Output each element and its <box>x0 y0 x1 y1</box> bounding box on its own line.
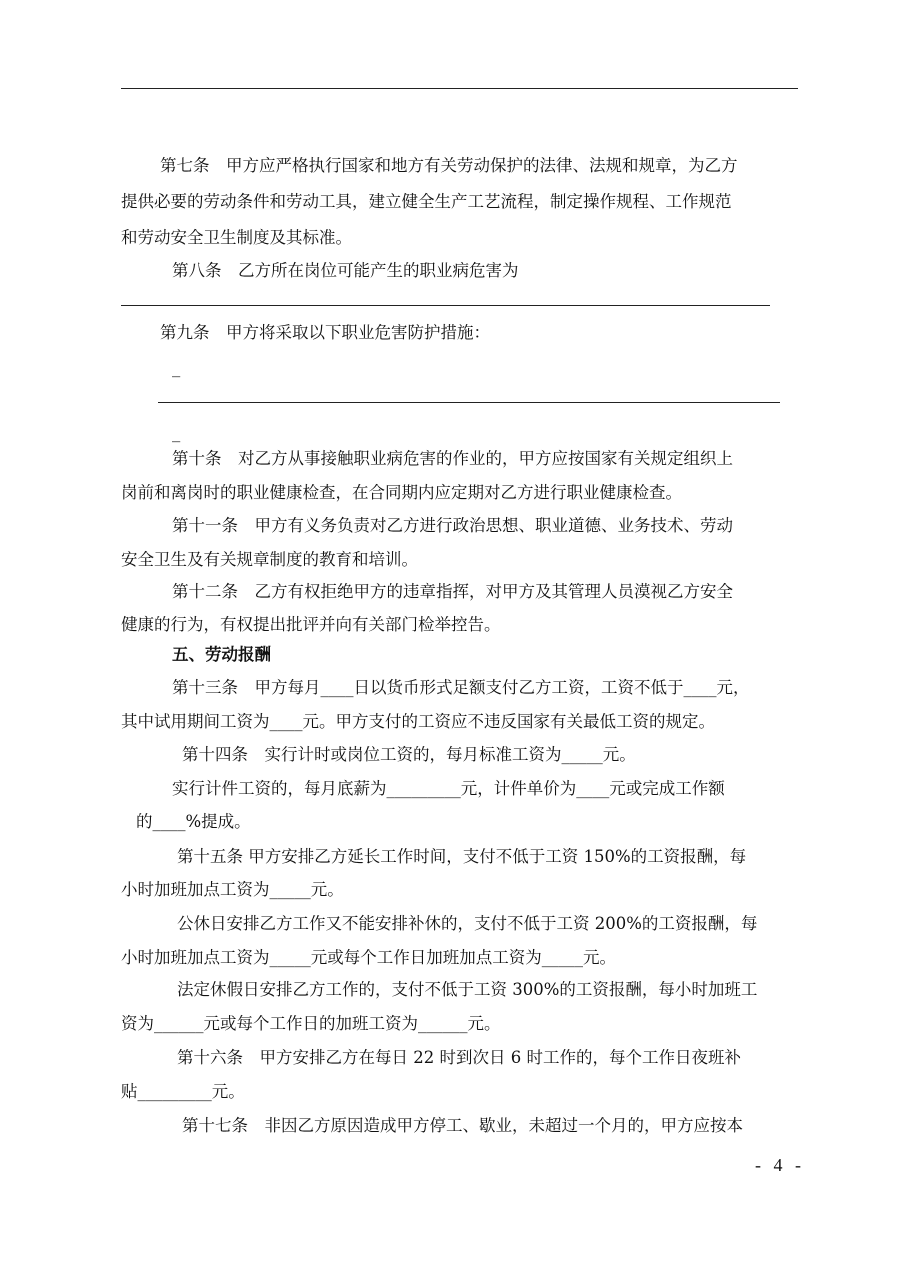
text-line: 健康的行为，有权提出批评并向有关部门检举控告。 <box>121 615 501 634</box>
text-line: 法定休假日安排乙方工作的，支付不低于工资 300%的工资报酬，每小时加班工 <box>177 980 758 999</box>
text-line: 第十一条 甲方有义务负责对乙方进行政治思想、职业道德、业务技术、劳动 <box>172 516 733 535</box>
text-line: 贴_________元。 <box>121 1082 245 1101</box>
text-line: 第七条 甲方应严格执行国家和地方有关劳动保护的法律、法规和规章，为乙方 <box>160 156 738 175</box>
text-line: 其中试用期间工资为____元。甲方支付的工资应不违反国家有关最低工资的规定。 <box>121 712 715 731</box>
page-number: - 4 - <box>755 1155 805 1175</box>
text-line: _ <box>172 358 181 377</box>
text-line: 第十四条 实行计时或岗位工资的，每月标准工资为_____元。 <box>182 745 636 764</box>
text-line: 第十六条 甲方安排乙方在每日 22 时到次日 6 时工作的，每个工作日夜班补 <box>177 1048 741 1067</box>
text-line: 提供必要的劳动条件和劳动工具，建立健全生产工艺流程，制定操作规程、工作规范 <box>121 192 732 211</box>
text-line: 和劳动安全卫生制度及其标准。 <box>121 228 352 247</box>
text-line: 第十条 对乙方从事接触职业病危害的作业的，甲方应按国家有关规定组织上 <box>172 449 733 468</box>
section-heading: 五、劳动报酬 <box>172 645 271 664</box>
text-line: 资为______元或每个工作日的加班工资为______元。 <box>121 1014 501 1033</box>
article8-fill-line <box>121 305 770 306</box>
article9-fill-line <box>158 402 780 403</box>
text-line: 第十七条 非因乙方原因造成甲方停工、歇业，未超过一个月的，甲方应按本 <box>182 1116 743 1135</box>
text-line: 小时加班加点工资为_____元或每个工作日加班加点工资为_____元。 <box>121 948 616 967</box>
text-line: 第十二条 乙方有权拒绝甲方的违章指挥，对甲方及其管理人员漠视乙方安全 <box>172 582 733 601</box>
text-line: 第九条 甲方将采取以下职业危害防护措施： <box>160 323 490 342</box>
text-line: 安全卫生及有关规章制度的教育和培训。 <box>121 550 418 569</box>
text-line: 公休日安排乙方工作又不能安排补休的，支付不低于工资 200%的工资报酬，每 <box>177 914 758 933</box>
text-line: 第八条 乙方所在岗位可能产生的职业病危害为 <box>172 261 519 280</box>
text-line: 第十三条 甲方每月____日以货币形式足额支付乙方工资，工资不低于____元， <box>172 678 750 697</box>
text-line: _ <box>172 423 181 442</box>
header-rule <box>121 88 798 89</box>
text-line: 的____%提成。 <box>136 812 251 831</box>
text-line: 小时加班加点工资为_____元。 <box>121 880 344 899</box>
text-line: 第十五条 甲方安排乙方延长工作时间，支付不低于工资 150%的工资报酬，每 <box>177 847 747 866</box>
text-line: 岗前和离岗时的职业健康检查，在合同期内应定期对乙方进行职业健康检查。 <box>121 483 682 502</box>
text-line: 实行计件工资的，每月底薪为_________元，计件单价为____元或完成工作额 <box>172 779 725 798</box>
